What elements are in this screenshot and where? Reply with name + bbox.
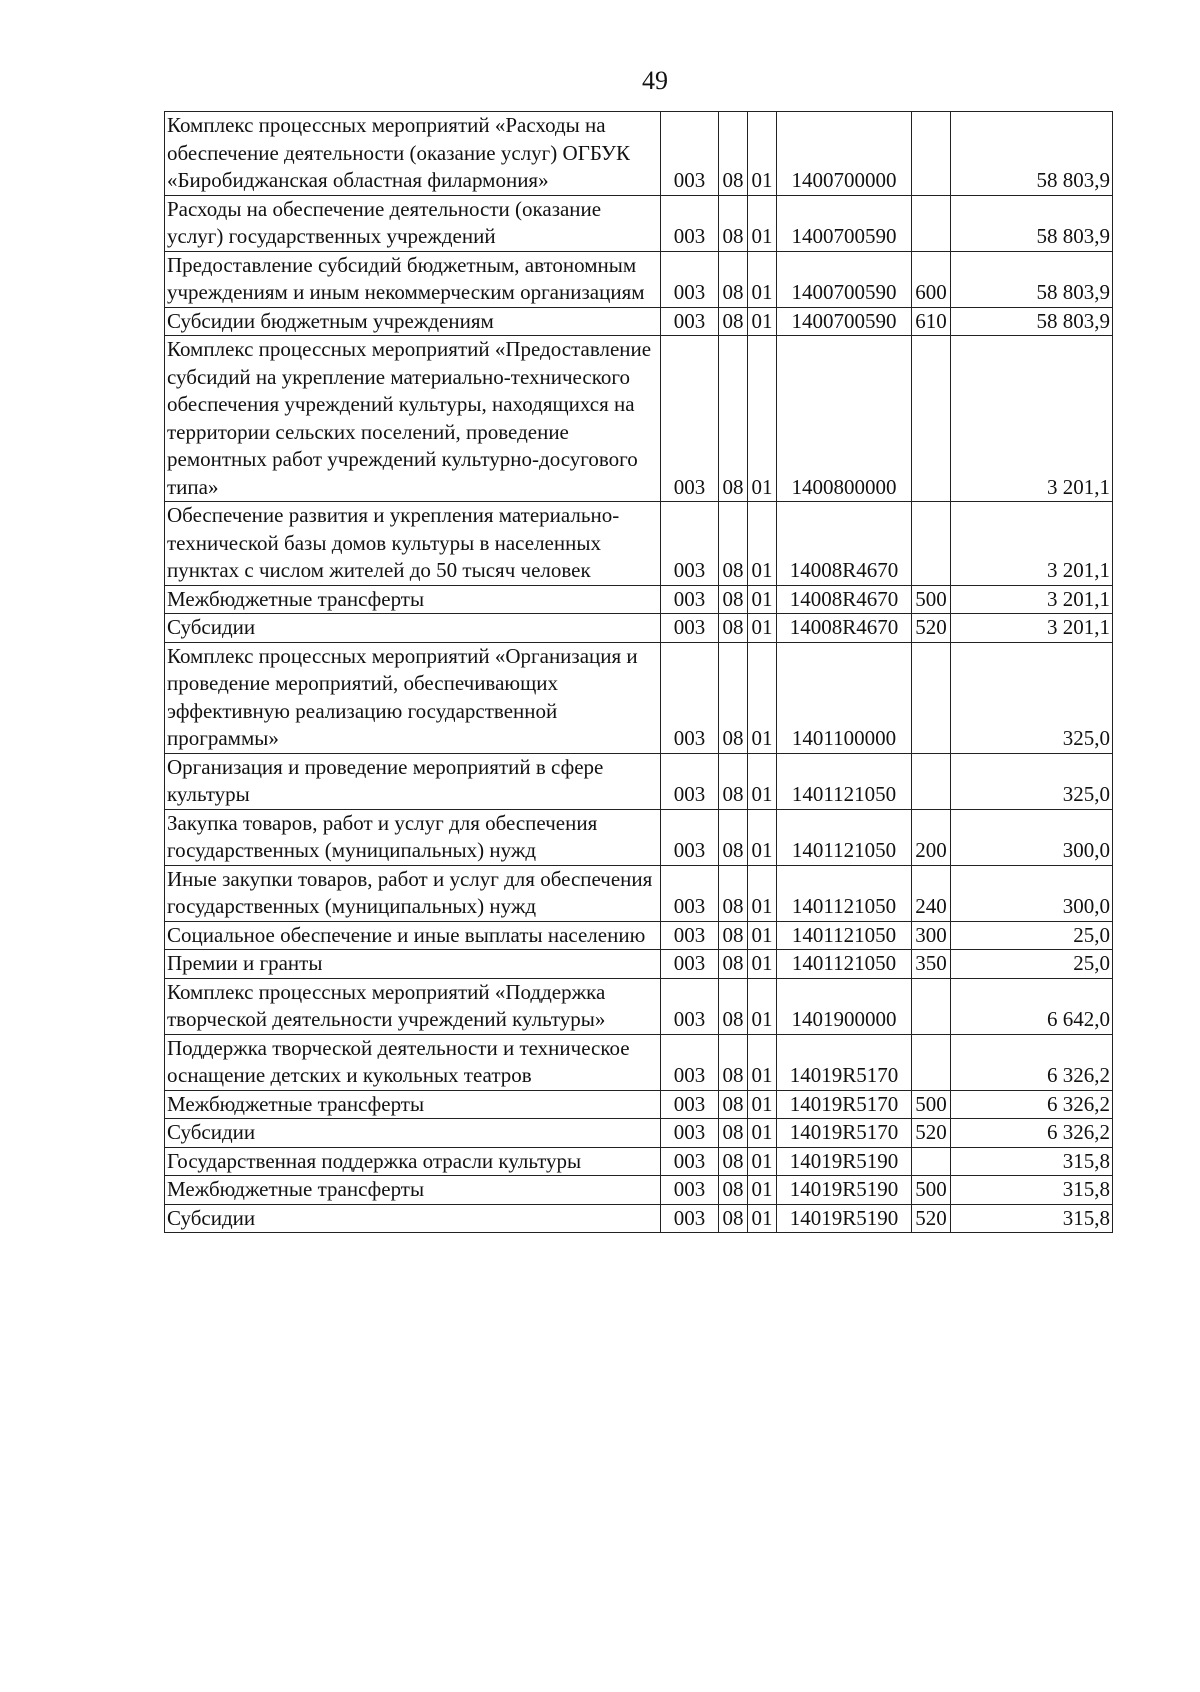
subsection-code-cell: 01 xyxy=(748,642,777,753)
amount-cell: 58 803,9 xyxy=(951,251,1113,307)
expense-type-cell: 520 xyxy=(912,1204,951,1233)
ministry-code-cell: 003 xyxy=(661,1119,719,1148)
expense-type-cell xyxy=(912,112,951,196)
expense-name-cell: Закупка товаров, работ и услуг для обеспечения государственных (муниципальных) нужд xyxy=(165,809,661,865)
target-article-cell: 14019R5190 xyxy=(777,1147,912,1176)
amount-cell: 3 201,1 xyxy=(951,585,1113,614)
section-code-cell: 08 xyxy=(719,502,748,586)
section-code-cell: 08 xyxy=(719,307,748,336)
expense-name-cell: Поддержка творческой деятельности и техническое оснащение детских и кукольных театров xyxy=(165,1034,661,1090)
amount-cell: 6 326,2 xyxy=(951,1034,1113,1090)
subsection-code-cell: 01 xyxy=(748,307,777,336)
ministry-code-cell: 003 xyxy=(661,753,719,809)
amount-cell: 58 803,9 xyxy=(951,112,1113,196)
amount-cell: 58 803,9 xyxy=(951,307,1113,336)
table-body xyxy=(165,112,1113,1233)
amount-cell: 315,8 xyxy=(951,1204,1113,1233)
target-article-cell: 1401121050 xyxy=(777,753,912,809)
table-row xyxy=(165,1119,1113,1148)
section-code-cell: 08 xyxy=(719,642,748,753)
ministry-code-cell: 003 xyxy=(661,1034,719,1090)
ministry-code-cell: 003 xyxy=(661,950,719,979)
ministry-code-cell: 003 xyxy=(661,251,719,307)
ministry-code-cell: 003 xyxy=(661,865,719,921)
section-code-cell: 08 xyxy=(719,809,748,865)
table-row xyxy=(165,1090,1113,1119)
expense-type-cell: 500 xyxy=(912,1176,951,1205)
amount-cell: 325,0 xyxy=(951,642,1113,753)
table-row xyxy=(165,1147,1113,1176)
subsection-code-cell: 01 xyxy=(748,1204,777,1233)
expense-name-cell: Расходы на обеспечение деятельности (оказание услуг) государственных учреждений xyxy=(165,195,661,251)
table-row xyxy=(165,1176,1113,1205)
section-code-cell: 08 xyxy=(719,251,748,307)
expense-type-cell xyxy=(912,502,951,586)
ministry-code-cell: 003 xyxy=(661,336,719,502)
ministry-code-cell: 003 xyxy=(661,585,719,614)
amount-cell: 325,0 xyxy=(951,753,1113,809)
subsection-code-cell: 01 xyxy=(748,1147,777,1176)
section-code-cell: 08 xyxy=(719,921,748,950)
target-article-cell: 1401121050 xyxy=(777,809,912,865)
table-row xyxy=(165,502,1113,586)
amount-cell: 315,8 xyxy=(951,1147,1113,1176)
ministry-code-cell: 003 xyxy=(661,614,719,643)
amount-cell: 3 201,1 xyxy=(951,502,1113,586)
expense-type-cell: 500 xyxy=(912,585,951,614)
page-number: 49 xyxy=(642,66,668,95)
subsection-code-cell: 01 xyxy=(748,865,777,921)
section-code-cell: 08 xyxy=(719,1034,748,1090)
section-code-cell: 08 xyxy=(719,1147,748,1176)
target-article-cell: 1400700590 xyxy=(777,307,912,336)
target-article-cell: 1400800000 xyxy=(777,336,912,502)
budget-table xyxy=(164,111,1113,1233)
expense-name-cell: Социальное обеспечение и иные выплаты населению xyxy=(165,921,661,950)
expense-name-cell: Премии и гранты xyxy=(165,950,661,979)
target-article-cell: 14019R5190 xyxy=(777,1176,912,1205)
target-article-cell: 1401100000 xyxy=(777,642,912,753)
target-article-cell: 14008R4670 xyxy=(777,585,912,614)
target-article-cell: 14008R4670 xyxy=(777,614,912,643)
expense-name-cell: Предоставление субсидий бюджетным, автономным учреждениям и иным некоммерческим организациям xyxy=(165,251,661,307)
section-code-cell: 08 xyxy=(719,950,748,979)
table-row xyxy=(165,585,1113,614)
subsection-code-cell: 01 xyxy=(748,753,777,809)
expense-name-cell: Межбюджетные трансферты xyxy=(165,1090,661,1119)
ministry-code-cell: 003 xyxy=(661,978,719,1034)
ministry-code-cell: 003 xyxy=(661,195,719,251)
target-article-cell: 14019R5190 xyxy=(777,1204,912,1233)
subsection-code-cell: 01 xyxy=(748,614,777,643)
target-article-cell: 1401900000 xyxy=(777,978,912,1034)
section-code-cell: 08 xyxy=(719,978,748,1034)
amount-cell: 300,0 xyxy=(951,865,1113,921)
amount-cell: 6 642,0 xyxy=(951,978,1113,1034)
ministry-code-cell: 003 xyxy=(661,642,719,753)
subsection-code-cell: 01 xyxy=(748,1090,777,1119)
expense-name-cell: Комплекс процессных мероприятий «Расходы на обеспечение деятельности (оказание услуг) ОГБУК «Биробиджанская областная филармония» xyxy=(165,112,661,196)
expense-type-cell: 200 xyxy=(912,809,951,865)
table-row xyxy=(165,921,1113,950)
subsection-code-cell: 01 xyxy=(748,251,777,307)
amount-cell: 3 201,1 xyxy=(951,336,1113,502)
expense-type-cell: 240 xyxy=(912,865,951,921)
section-code-cell: 08 xyxy=(719,585,748,614)
table-row xyxy=(165,950,1113,979)
amount-cell: 58 803,9 xyxy=(951,195,1113,251)
ministry-code-cell: 003 xyxy=(661,502,719,586)
section-code-cell: 08 xyxy=(719,1204,748,1233)
table-row xyxy=(165,642,1113,753)
target-article-cell: 1401121050 xyxy=(777,865,912,921)
expense-name-cell: Субсидии бюджетным учреждениям xyxy=(165,307,661,336)
section-code-cell: 08 xyxy=(719,336,748,502)
target-article-cell: 1400700590 xyxy=(777,251,912,307)
subsection-code-cell: 01 xyxy=(748,978,777,1034)
section-code-cell: 08 xyxy=(719,1119,748,1148)
expense-type-cell xyxy=(912,336,951,502)
expense-name-cell: Субсидии xyxy=(165,1204,661,1233)
target-article-cell: 1401121050 xyxy=(777,950,912,979)
table-row xyxy=(165,1204,1113,1233)
target-article-cell: 1400700590 xyxy=(777,195,912,251)
subsection-code-cell: 01 xyxy=(748,1119,777,1148)
table-row xyxy=(165,251,1113,307)
amount-cell: 3 201,1 xyxy=(951,614,1113,643)
section-code-cell: 08 xyxy=(719,112,748,196)
expense-name-cell: Организация и проведение мероприятий в сфере культуры xyxy=(165,753,661,809)
table-row xyxy=(165,865,1113,921)
expense-name-cell: Комплекс процессных мероприятий «Поддержка творческой деятельности учреждений культуры» xyxy=(165,978,661,1034)
table-row xyxy=(165,336,1113,502)
expense-type-cell xyxy=(912,642,951,753)
table-row xyxy=(165,1034,1113,1090)
ministry-code-cell: 003 xyxy=(661,1090,719,1119)
amount-cell: 25,0 xyxy=(951,921,1113,950)
expense-name-cell: Иные закупки товаров, работ и услуг для обеспечения государственных (муниципальных) нужд xyxy=(165,865,661,921)
ministry-code-cell: 003 xyxy=(661,1176,719,1205)
subsection-code-cell: 01 xyxy=(748,585,777,614)
amount-cell: 6 326,2 xyxy=(951,1090,1113,1119)
table-row xyxy=(165,978,1113,1034)
amount-cell: 300,0 xyxy=(951,809,1113,865)
subsection-code-cell: 01 xyxy=(748,1034,777,1090)
table-row xyxy=(165,614,1113,643)
ministry-code-cell: 003 xyxy=(661,1147,719,1176)
expense-type-cell: 520 xyxy=(912,614,951,643)
subsection-code-cell: 01 xyxy=(748,336,777,502)
expense-name-cell: Межбюджетные трансферты xyxy=(165,1176,661,1205)
subsection-code-cell: 01 xyxy=(748,195,777,251)
expense-type-cell: 520 xyxy=(912,1119,951,1148)
expense-name-cell: Обеспечение развития и укрепления материально-технической базы домов культуры в населенных пунктах с числом жителей до 50 тысяч человек xyxy=(165,502,661,586)
section-code-cell: 08 xyxy=(719,1090,748,1119)
ministry-code-cell: 003 xyxy=(661,112,719,196)
subsection-code-cell: 01 xyxy=(748,809,777,865)
expense-type-cell xyxy=(912,978,951,1034)
section-code-cell: 08 xyxy=(719,865,748,921)
subsection-code-cell: 01 xyxy=(748,112,777,196)
expense-type-cell: 350 xyxy=(912,950,951,979)
expense-name-cell: Межбюджетные трансферты xyxy=(165,585,661,614)
expense-name-cell: Комплекс процессных мероприятий «Предоставление субсидий на укрепление материально-технического обеспечения учреждений культуры, находящихся на территории сельских поселений, проведение ремонтных работ учреждений культурно-досугового типа» xyxy=(165,336,661,502)
amount-cell: 25,0 xyxy=(951,950,1113,979)
target-article-cell: 14019R5170 xyxy=(777,1034,912,1090)
expense-type-cell xyxy=(912,1034,951,1090)
expense-type-cell: 500 xyxy=(912,1090,951,1119)
expense-name-cell: Комплекс процессных мероприятий «Организация и проведение мероприятий, обеспечивающих эффективную реализацию государственной программы» xyxy=(165,642,661,753)
ministry-code-cell: 003 xyxy=(661,307,719,336)
target-article-cell: 14008R4670 xyxy=(777,502,912,586)
ministry-code-cell: 003 xyxy=(661,921,719,950)
amount-cell: 315,8 xyxy=(951,1176,1113,1205)
amount-cell: 6 326,2 xyxy=(951,1119,1113,1148)
subsection-code-cell: 01 xyxy=(748,921,777,950)
ministry-code-cell: 003 xyxy=(661,809,719,865)
table-row xyxy=(165,112,1113,196)
table-row xyxy=(165,307,1113,336)
expense-name-cell: Государственная поддержка отрасли культуры xyxy=(165,1147,661,1176)
table-row xyxy=(165,195,1113,251)
subsection-code-cell: 01 xyxy=(748,950,777,979)
expense-name-cell: Субсидии xyxy=(165,614,661,643)
target-article-cell: 14019R5170 xyxy=(777,1119,912,1148)
table-row xyxy=(165,753,1113,809)
section-code-cell: 08 xyxy=(719,614,748,643)
target-article-cell: 1400700000 xyxy=(777,112,912,196)
expense-type-cell: 600 xyxy=(912,251,951,307)
ministry-code-cell: 003 xyxy=(661,1204,719,1233)
subsection-code-cell: 01 xyxy=(748,502,777,586)
expense-name-cell: Субсидии xyxy=(165,1119,661,1148)
expense-type-cell xyxy=(912,195,951,251)
section-code-cell: 08 xyxy=(719,1176,748,1205)
expense-type-cell: 300 xyxy=(912,921,951,950)
section-code-cell: 08 xyxy=(719,753,748,809)
expense-type-cell xyxy=(912,753,951,809)
expense-type-cell xyxy=(912,1147,951,1176)
target-article-cell: 14019R5170 xyxy=(777,1090,912,1119)
subsection-code-cell: 01 xyxy=(748,1176,777,1205)
target-article-cell: 1401121050 xyxy=(777,921,912,950)
expense-type-cell: 610 xyxy=(912,307,951,336)
section-code-cell: 08 xyxy=(719,195,748,251)
table-row xyxy=(165,809,1113,865)
